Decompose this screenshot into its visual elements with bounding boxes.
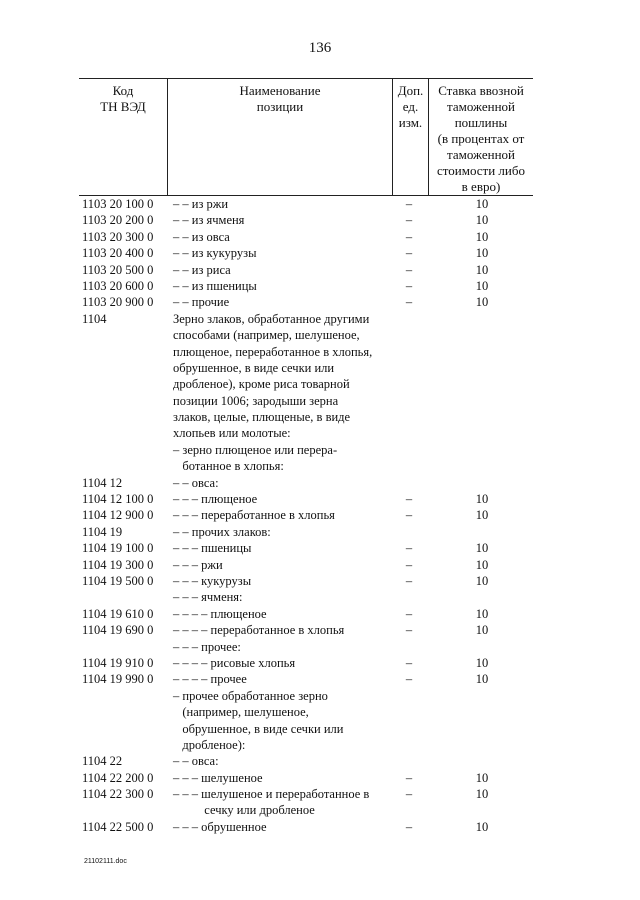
header-name-line: позиции — [256, 99, 304, 114]
table-row — [82, 524, 534, 540]
table-row — [82, 802, 534, 818]
unit-cell: – — [405, 557, 413, 572]
name-cell: – – из пшеницы — [173, 278, 257, 293]
table-row — [82, 704, 534, 720]
name-cell: – – прочие — [173, 295, 230, 310]
name-cell: – – – – рисовые хлопья — [173, 655, 296, 670]
name-cell: – – – ржи — [173, 557, 223, 572]
code-cell: 1104 22 500 0 — [82, 819, 154, 834]
table-row — [82, 573, 534, 589]
name-cell: – – из кукурузы — [173, 246, 257, 261]
table-row — [82, 688, 534, 704]
code-cell: 1103 20 600 0 — [82, 278, 154, 293]
unit-cell: – — [405, 606, 413, 621]
code-cell: 1103 20 100 0 — [82, 197, 154, 211]
header-unit — [392, 79, 428, 195]
table-row — [82, 622, 534, 638]
header-rate-line: таможенной — [447, 147, 515, 162]
table-row — [82, 491, 534, 507]
table-row — [82, 606, 534, 622]
rate-cell: 10 — [475, 246, 489, 261]
name-cell: – – – прочее: — [173, 639, 241, 654]
table-row — [82, 344, 534, 360]
unit-cell: – — [405, 819, 413, 834]
table-row — [82, 655, 534, 671]
rate-cell: 10 — [475, 623, 489, 638]
table-row — [82, 507, 534, 523]
unit-cell: – — [405, 262, 413, 277]
rate-cell: 10 — [475, 262, 489, 277]
code-cell: 1103 20 500 0 — [82, 262, 154, 277]
name-cell: – – из ржи — [173, 197, 229, 211]
name-cell: ботанное в хлопья: — [173, 459, 284, 474]
table-row — [82, 294, 534, 310]
table-row — [82, 442, 534, 458]
name-cell: – – – кукурузы — [173, 573, 252, 588]
rate-cell: 10 — [475, 229, 489, 244]
table-header — [79, 78, 533, 196]
name-cell: – – – пшеницы — [173, 541, 252, 556]
name-cell: – – – обрушенное — [173, 819, 267, 834]
code-cell: 1104 — [82, 311, 107, 326]
table-row — [82, 770, 534, 786]
rate-cell: 10 — [475, 787, 489, 802]
code-cell: 1104 19 610 0 — [82, 606, 154, 621]
header-unit-line: изм. — [398, 115, 423, 130]
name-cell: – – – – плющеное — [173, 606, 267, 621]
unit-cell: – — [405, 573, 413, 588]
name-cell: (например, шелушеное, — [173, 705, 309, 720]
table-row — [82, 721, 534, 737]
table-row — [82, 409, 534, 425]
name-cell: – – – плющеное — [173, 492, 258, 507]
unit-cell: – — [405, 492, 413, 507]
code-cell: 1104 22 200 0 — [82, 770, 154, 785]
header-unit-line: ед. — [402, 99, 419, 114]
name-cell: злаков, целые, плющеные, в виде — [173, 410, 351, 425]
table-row — [82, 311, 534, 327]
name-cell: дробленое): — [173, 737, 246, 752]
rate-cell: 10 — [475, 672, 489, 687]
unit-cell: – — [405, 229, 413, 244]
code-cell: 1104 22 300 0 — [82, 787, 154, 802]
code-cell: 1104 22 — [82, 754, 123, 769]
rate-cell: 10 — [475, 819, 489, 834]
table-row — [82, 360, 534, 376]
unit-cell: – — [405, 246, 413, 261]
code-cell: 1104 19 — [82, 524, 123, 539]
code-cell: 1104 19 990 0 — [82, 672, 154, 687]
unit-cell: – — [405, 213, 413, 228]
table-row — [82, 196, 534, 212]
rate-cell: 10 — [475, 492, 489, 507]
name-cell: – – – – переработанное в хлопья — [173, 623, 345, 638]
table-row — [82, 393, 534, 409]
header-rate-line: в евро) — [461, 179, 501, 194]
code-cell: 1104 12 100 0 — [82, 492, 154, 507]
table-row — [82, 425, 534, 441]
table-row — [82, 786, 534, 802]
unit-cell: – — [405, 278, 413, 293]
table-row — [82, 540, 534, 556]
header-name-line: Наименование — [239, 83, 321, 98]
code-cell: 1104 19 690 0 — [82, 623, 154, 638]
table-row — [82, 753, 534, 769]
rate-cell: 10 — [475, 655, 489, 670]
unit-cell: – — [405, 672, 413, 687]
code-cell: 1104 19 100 0 — [82, 541, 154, 556]
table-row — [82, 737, 534, 753]
header-rate-line: Ставка ввозной — [438, 83, 524, 98]
code-cell: 1103 20 400 0 — [82, 246, 154, 261]
name-cell: обрушенное, в виде сечки или — [173, 360, 335, 375]
unit-cell: – — [405, 295, 413, 310]
name-cell: плющеное, переработанное в хлопья, — [173, 344, 373, 359]
table-row — [82, 557, 534, 573]
rate-cell: 10 — [475, 557, 489, 572]
header-code-line: ТН ВЭД — [100, 99, 146, 114]
rate-cell: 10 — [475, 573, 489, 588]
unit-cell: – — [405, 655, 413, 670]
code-cell: 1104 12 900 0 — [82, 508, 154, 523]
unit-cell: – — [405, 508, 413, 523]
name-cell: – – овса: — [173, 754, 219, 769]
rate-cell: 10 — [475, 295, 489, 310]
rate-cell: 10 — [475, 197, 489, 211]
rate-cell: 10 — [475, 508, 489, 523]
name-cell: позиции 1006; зародыши зерна — [173, 393, 339, 408]
name-cell: дробленое), кроме риса товарной — [173, 377, 350, 392]
table-row — [82, 229, 534, 245]
name-cell: – – – шелушеное и переработанное в — [173, 787, 370, 802]
name-cell: – – из овса — [173, 229, 230, 244]
name-cell: – прочее обработанное зерно — [173, 688, 328, 703]
name-cell: – – – ячменя: — [173, 590, 243, 605]
header-rate-line: стоимости либо — [436, 163, 525, 178]
unit-cell: – — [405, 623, 413, 638]
name-cell: – – из риса — [173, 262, 231, 277]
header-rate-line: таможенной — [447, 99, 515, 114]
name-cell: сечку или дробленое — [173, 803, 315, 818]
name-cell: способами (например, шелушеное, — [173, 328, 360, 343]
name-cell: хлопьев или молотые: — [173, 426, 291, 441]
rate-cell: 10 — [475, 541, 489, 556]
table-row — [82, 376, 534, 392]
unit-cell: – — [405, 197, 413, 211]
header-unit-line: Доп. — [397, 83, 424, 98]
code-cell: 1103 20 900 0 — [82, 295, 154, 310]
name-cell: – – из ячменя — [173, 213, 245, 228]
header-rate — [428, 79, 533, 195]
name-cell: – – – – прочее — [173, 672, 247, 687]
header-name — [167, 79, 392, 195]
header-code-line: Код — [112, 83, 134, 98]
code-cell: 1103 20 300 0 — [82, 229, 154, 244]
code-cell: 1104 19 300 0 — [82, 557, 154, 572]
unit-cell: – — [405, 770, 413, 785]
header-code — [79, 79, 167, 195]
rate-cell: 10 — [475, 213, 489, 228]
name-cell: – – – переработанное в хлопья — [173, 508, 335, 523]
name-cell: – – прочих злаков: — [173, 524, 271, 539]
table-row — [82, 458, 534, 474]
code-cell: 1104 12 — [82, 475, 123, 490]
header-rate-line: пошлины — [454, 115, 508, 130]
name-cell: – – – шелушеное — [173, 770, 263, 785]
tariff-table-body — [82, 196, 534, 835]
code-cell: 1104 19 500 0 — [82, 573, 154, 588]
code-cell: 1104 19 910 0 — [82, 655, 154, 670]
table-row — [82, 819, 534, 835]
table-row — [82, 475, 534, 491]
name-cell: обрушенное, в виде сечки или — [173, 721, 344, 736]
table-row — [82, 671, 534, 687]
table-row — [82, 639, 534, 655]
table-row — [82, 212, 534, 228]
table-row — [82, 245, 534, 261]
rate-cell: 10 — [475, 278, 489, 293]
rate-cell: 10 — [475, 606, 489, 621]
table-row — [82, 589, 534, 605]
name-cell: – – овса: — [173, 475, 219, 490]
table-row — [82, 262, 534, 278]
rate-cell: 10 — [475, 770, 489, 785]
table-row — [82, 278, 534, 294]
name-cell: Зерно злаков, обработанное другими — [173, 311, 370, 326]
name-cell: – зерно плющеное или перера- — [173, 442, 338, 457]
unit-cell: – — [405, 787, 413, 802]
code-cell: 1103 20 200 0 — [82, 213, 154, 228]
file-name-footer: 21102111.doc — [84, 858, 127, 865]
page-number: 136 — [308, 40, 332, 56]
table-row — [82, 327, 534, 343]
header-rate-line: (в процентах от — [437, 131, 525, 146]
unit-cell: – — [405, 541, 413, 556]
